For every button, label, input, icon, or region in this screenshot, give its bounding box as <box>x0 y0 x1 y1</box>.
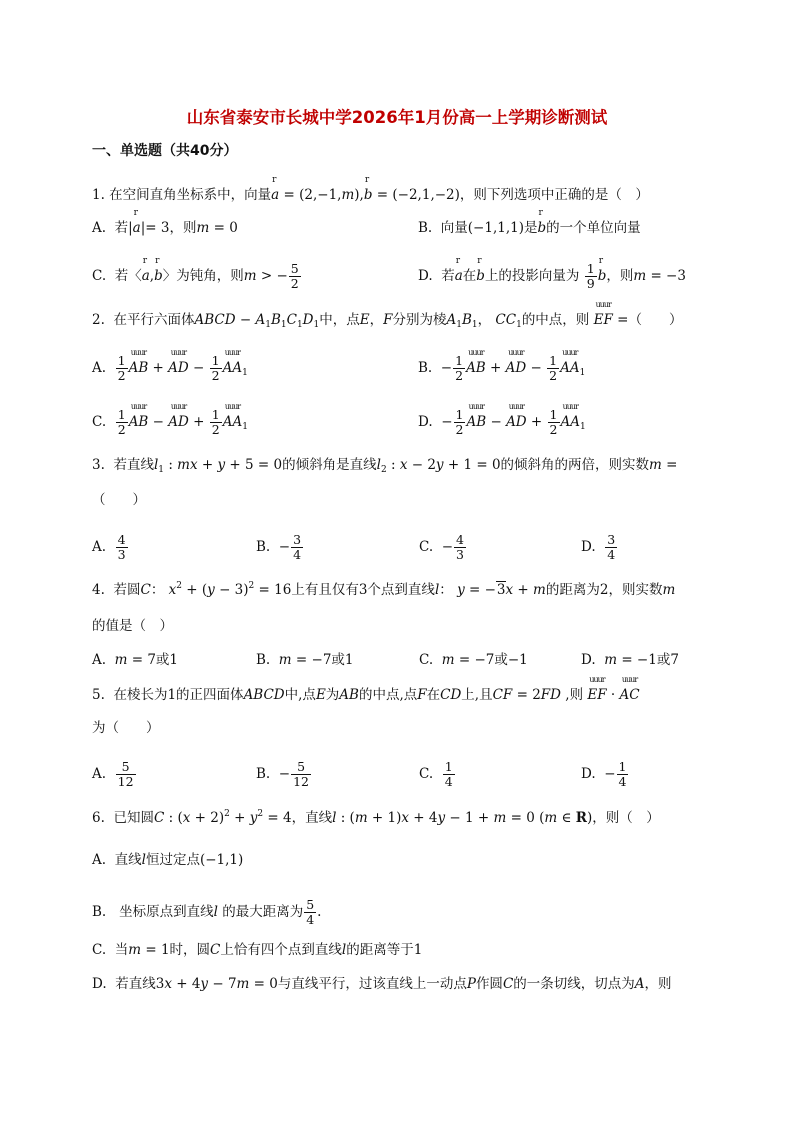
q6-option-c: C. 当m = 1时，圆C上恰有四个点到直线l的距离等于1 <box>92 942 423 958</box>
q2-option-d: D. − $\frac{1}{2}$ uuur AB − uuur AD + $\frac{1}{2}$ uuur $AA_1$ <box>418 408 586 437</box>
q6-option-a: A. 直线l恒过定点(−1,1) <box>92 852 244 868</box>
question-4: 4. 若圆C： $x^2 + (y - 3)^2 = 16$上有且仅有3个点到直线l： y = −3x + m的距离为2，则实数m <box>92 581 676 598</box>
question-2: 2. 在平行六面体ABCD − $A_1B_1C_1D_1$中，点E，F分别为棱$A_1B_1$， $CC_1$的中点，则 uuur EF =（ ） <box>92 310 682 330</box>
q3-option-d: D. $\frac{3}{4}$ <box>581 532 616 562</box>
q3-option-c: C. − $\frac{4}{3}$ <box>419 532 464 562</box>
q5-option-b: B. − $\frac{5}{12}$ <box>256 759 310 789</box>
question-5: 5. 在棱长为1的正四面体ABCD中,点E为AB的中点,点F在CD上,且CF = 2FD ,则 uuur EF · uuur AC <box>92 685 640 705</box>
q3-option-a: A. $\frac{4}{3}$ <box>92 532 126 562</box>
question-6: 6. 已知圆C : $(x + 2)^2 + y^2 = 4$，直线l : (m + 1)x + 4y − 1 + m = 0 (m ∈ R)，则（ ） <box>92 809 660 826</box>
q4-option-c: C. m = −7或−1 <box>419 652 528 668</box>
q1-option-d: D. 若r a在r b上的投影向量为 $\frac{1}{9}$ r b，则m = −3 <box>418 262 686 291</box>
q4-option-b: B. m = −7或1 <box>256 652 354 668</box>
q6-option-b: B. 坐标原点到直线l 的最大距离为 $\frac{5}{4}$ . <box>92 897 322 927</box>
q2-option-c: C. $\frac{1}{2}$ uuur AB − uuur AD + $\frac{1}{2}$ uuur $AA_1$ <box>92 408 248 437</box>
q4-option-a: A. m = 7或1 <box>92 652 179 668</box>
q5-option-d: D. − $\frac{1}{4}$ <box>581 759 627 789</box>
q3-option-b: B. − $\frac{3}{4}$ <box>256 532 302 562</box>
q2-option-a: A. $\frac{1}{2}$ uuur AB + uuur AD − $\frac{1}{2}$ uuur $AA_1$ <box>92 354 248 383</box>
q1-option-c: C. 若〈r a,r b〉为钝角，则m > − $\frac{5}{2}$ <box>92 262 302 291</box>
q4-option-d: D. m = −1或7 <box>581 652 679 668</box>
question-1: 1. 在空间直角坐标系中，向量r a = (2,−1,m),r b = (−2,1,−2)，则下列选项中正确的是（ ） <box>92 185 649 205</box>
question-5-cont: 为（ ） <box>92 720 160 736</box>
q1-option-b: B. 向量(−1,1,1)是r b的一个单位向量 <box>418 218 641 238</box>
section-heading: 一、单选题（共40分） <box>92 143 238 159</box>
q5-option-a: A. $\frac{5}{12}$ <box>92 759 134 789</box>
question-3-cont: （ ） <box>92 492 146 508</box>
q2-option-b: B. − $\frac{1}{2}$ uuur AB + uuur AD − $\frac{1}{2}$ uuur $AA_1$ <box>418 354 585 383</box>
question-3: 3. 若直线$l_1$ : mx + y + 5 = 0的倾斜角是直线$l_2$ : x − 2y + 1 = 0的倾斜角的两倍，则实数m = <box>92 457 678 475</box>
q1-option-a: A. 若|r a|= 3，则m = 0 <box>92 218 238 238</box>
q6-option-d: D. 若直线3x + 4y − 7m = 0与直线平行，过该直线上一动点P作圆C的一条切线，切点为A，则 <box>92 976 672 992</box>
question-4-cont: 的值是（ ） <box>92 618 173 634</box>
q5-option-c: C. $\frac{1}{4}$ <box>419 759 453 789</box>
page-title: 山东省泰安市长城中学2026年1月份高一上学期诊断测试 <box>186 108 608 127</box>
